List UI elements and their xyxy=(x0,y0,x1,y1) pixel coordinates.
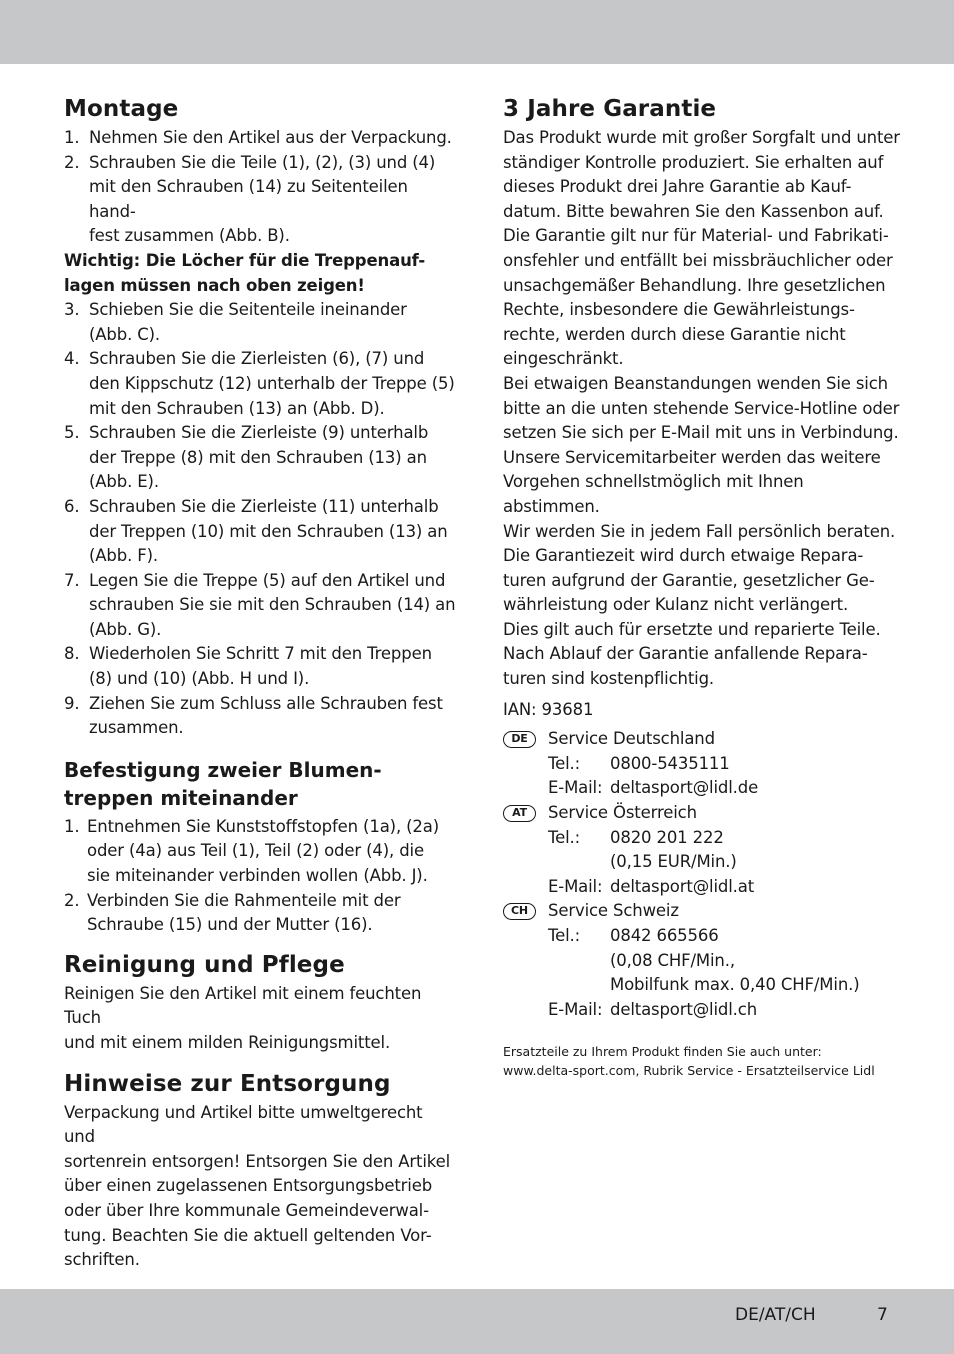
reinigung-text: Reinigen Sie den Artikel mit einem feuchten Tuch und mit einem milden Reinigungsmittel. xyxy=(64,983,422,1052)
montage-steps-b xyxy=(64,298,456,741)
befestigung-steps xyxy=(64,815,456,938)
service-at: AT Service Österreich Tel.: 0820 201 222 (0,15 EUR/Min.) E-Mail: deltasport@lidl.at xyxy=(503,801,903,899)
montage-heading: Montage xyxy=(64,96,179,122)
ch-badge-icon: CH xyxy=(503,903,536,920)
montage-warning: Wichtig: Die Löcher für die Treppenauf- lagen müssen nach oben zeigen! xyxy=(64,250,426,295)
service-at-email: deltasport@lidl.at xyxy=(610,876,755,896)
list-item: 7. Legen Sie die Treppe (5) auf den Artikel und schrauben Sie sie mit den Schrauben (14) an (Abb. G). xyxy=(64,570,456,639)
entsorgung-heading: Hinweise zur Entsorgung xyxy=(64,1070,391,1097)
list-item: 1. Nehmen Sie den Artikel aus der Verpackung. xyxy=(64,128,452,147)
spare-parts-url: www.delta-sport.com, Rubrik Service - Ersatzteilservice Lidl xyxy=(503,1062,875,1078)
service-at-rate: (0,15 EUR/Min.) xyxy=(610,852,737,872)
garantie-text: Das Produkt wurde mit großer Sorgfalt und unter ständiger Kontrolle produziert. Sie erhalten auf dieses Produkt drei Jahre Garantie ab Kauf- datum. Bitte bewahren Sie den Kassenbon auf. Die Garantie gilt nur für Material- und Fabrikati- onsfehler und entfällt bei missbräuchlicher oder unsachgemäßer Behandlung. Ihre gesetzlichen Rechte, insbesondere die Gewährleistungs- rechte, werden durch diese Garantie nicht eingeschränkt. Bei etwaigen Beanstandungen wenden Sie sich bitte an die unten stehende Service-Hotline oder setzen Sie sich per E-Mail mit uns in Verbindung. Unsere Servicemitarbeiter werden das weitere Vorgehen schnellstmöglich mit Ihnen abstimmen. Wir werden Sie in jedem Fall persönlich beraten. Die Garantiezeit wird durch etwaige Repara- turen aufgrund der Garantie, gesetzlicher Ge- währleistung oder Kulanz nicht verlängert. Dies gilt auch für ersetzte und reparierte Teile. Nach Ablauf der Garantie anfallende Repara- turen sind kostenpflichtig. xyxy=(503,128,900,689)
list-item: 2. Schrauben Sie die Teile (1), (2), (3) und (4) mit den Schrauben (14) zu Seitenteilen hand- fest zusammen (Abb. B). xyxy=(64,152,436,246)
header-bar xyxy=(0,0,954,64)
service-de-phone: 0800-5435111 xyxy=(610,753,730,773)
service-de-email: deltasport@lidl.de xyxy=(610,778,759,798)
montage-steps-a xyxy=(64,126,456,249)
list-item: 2. Verbinden Sie die Rahmenteile mit der Schraube (15) und der Mutter (16). xyxy=(64,890,401,935)
service-ch-mobile-rate: Mobilfunk max. 0,40 CHF/Min.) xyxy=(610,975,860,995)
service-de-name: Service Deutschland xyxy=(548,729,715,749)
garantie-heading: 3 Jahre Garantie xyxy=(503,96,717,122)
service-ch-name: Service Schweiz xyxy=(548,901,679,921)
service-ch-rate: (0,08 CHF/Min., xyxy=(610,950,735,970)
list-item: 6. Schrauben Sie die Zierleiste (11) unterhalb der Treppen (10) mit den Schrauben (13) an (Abb. F). xyxy=(64,496,448,566)
de-badge-icon: DE xyxy=(503,731,536,748)
page-number: 7 xyxy=(877,1305,888,1325)
list-item: 3. Schieben Sie die Seitenteile ineinander (Abb. C). xyxy=(64,300,407,344)
service-ch-phone: 0842 665566 xyxy=(610,926,719,945)
service-de: DE Service Deutschland Tel.: 0800-5435111 E-Mail: deltasport@lidl.de xyxy=(503,727,903,801)
service-ch-email: deltasport@lidl.ch xyxy=(610,999,758,1019)
service-contacts xyxy=(503,727,903,1022)
reinigung-heading: Reinigung und Pflege xyxy=(64,951,345,978)
service-at-name: Service Österreich xyxy=(548,803,697,823)
list-item: 1. Entnehmen Sie Kunststoffstopfen (1a), (2a) oder (4a) aus Teil (1), Teil (2) oder (4), die sie miteinander verbinden wollen (Abb. J). xyxy=(64,816,440,886)
list-item: 5. Schrauben Sie die Zierleiste (9) unterhalb der Treppe (8) mit den Schrauben (13) an (Abb. E). xyxy=(64,423,429,492)
service-at-phone: 0820 201 222 xyxy=(610,827,724,847)
list-item: 4. Schrauben Sie die Zierleisten (6), (7) und den Kippschutz (12) unterhalb der Treppe (5) mit den Schrauben (13) an (Abb. D). xyxy=(64,349,455,418)
at-badge-icon: AT xyxy=(503,805,536,822)
ian-number: IAN: 93681 xyxy=(503,699,594,719)
service-ch: CH Service Schweiz Tel.: 0842 665566 (0,08 CHF/Min., Mobilfunk max. 0,40 CHF/Min.) E-Mail: deltasport@lidl.ch xyxy=(503,899,903,1022)
footer-region: DE/AT/CH xyxy=(735,1305,816,1325)
entsorgung-text: Verpackung und Artikel bitte umweltgerecht und sortenrein entsorgen! Entsorgen Sie den Artikel über einen zugelassenen Entsorgungsbetrieb oder über Ihre kommunale Gemeindeverwal- tung. Beachten Sie die aktuell geltenden Vor- schriften. xyxy=(64,1102,451,1270)
list-item: 8. Wiederholen Sie Schritt 7 mit den Treppen (8) und (10) (Abb. H und I). xyxy=(64,644,432,689)
left-column xyxy=(64,92,456,1273)
right-column xyxy=(503,92,903,1080)
befestigung-heading: Befestigung zweier Blumen- treppen miteinander xyxy=(64,757,382,810)
list-item: 9. Ziehen Sie zum Schluss alle Schrauben fest zusammen. xyxy=(64,693,443,738)
spare-parts-note: Ersatzteile zu Ihrem Produkt finden Sie auch unter: www.delta-sport.com, Rubrik Service - Ersatzteilservice Lidl xyxy=(503,1043,903,1080)
